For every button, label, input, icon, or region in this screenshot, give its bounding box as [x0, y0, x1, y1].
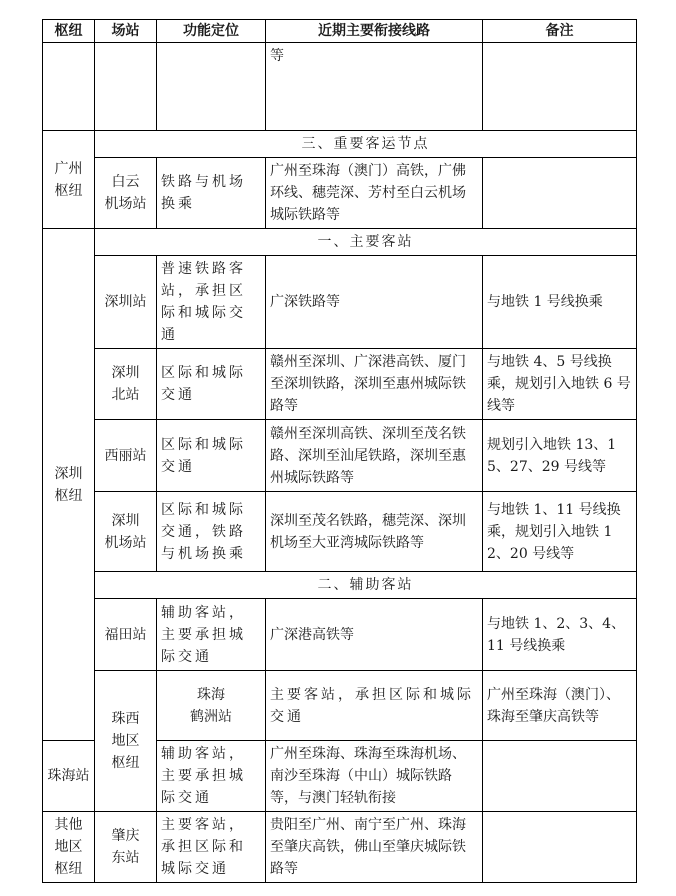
lines-cell: 深圳至茂名铁路，穗莞深、深圳机场至大亚湾城际铁路等: [266, 492, 483, 572]
function-cell: [157, 43, 266, 131]
table-row: [43, 492, 637, 572]
note-cell: 与地铁 1、2、3、4、11 号线换乘: [483, 599, 637, 671]
station-cell: 珠海站: [43, 741, 95, 812]
function-cell: 区际和城际交通: [157, 349, 266, 420]
table-row: [43, 349, 637, 420]
table-row: [43, 131, 637, 158]
lines-cell: 赣州至深圳高铁、深圳至茂名铁路、深圳至汕尾铁路，深圳至惠州城际铁路等: [266, 420, 483, 492]
function-cell: 区际和城际交通，铁路与机场换乘: [157, 492, 266, 572]
table-row: [43, 671, 637, 741]
station-cell: 深圳站: [95, 256, 157, 349]
lines-cell: 等: [266, 43, 483, 131]
station-cell: 珠海 鹤洲站: [157, 671, 266, 741]
table-row: [43, 229, 637, 256]
station-cell: 白云 机场站: [95, 158, 157, 229]
lines-cell: 广深铁路等: [266, 256, 483, 349]
hub-other: 其他 地区 枢纽: [43, 812, 95, 883]
table-row: [43, 572, 637, 599]
function-cell: 主要客站，承担区际和城际交通: [157, 812, 266, 883]
function-cell: 辅助客站，主要承担城际交通: [157, 741, 266, 812]
note-cell: [483, 158, 637, 229]
section-shenzhen-aux: 二、辅助客站: [95, 572, 637, 599]
hub-shenzhen: 深圳 枢纽: [43, 229, 95, 741]
function-cell: 普速铁路客站，承担区际和城际交通: [157, 256, 266, 349]
lines-cell: 赣州至深圳、广深港高铁、厦门至深圳铁路，深圳至惠州城际铁路等: [266, 349, 483, 420]
station-cell: [95, 43, 157, 131]
function-cell: 区际和城际交通: [157, 420, 266, 492]
section-transport-nodes: 三、重要客运节点: [95, 131, 637, 158]
note-cell: 与地铁 4、5 号线换乘，规划引入地铁 6 号线等: [483, 349, 637, 420]
table-row: [43, 599, 637, 671]
hub-guangzhou: 广州 枢纽: [43, 131, 95, 229]
table-row: [43, 420, 637, 492]
header-function: 功能定位: [157, 20, 266, 43]
header-note: 备注: [483, 20, 637, 43]
lines-cell: 广深港高铁等: [266, 599, 483, 671]
function-cell: 主要客站，承担区际和城际交通: [266, 671, 483, 741]
function-cell: 辅助客站，主要承担城际交通: [157, 599, 266, 671]
station-cell: 福田站: [95, 599, 157, 671]
table-row: [43, 256, 637, 349]
table-header-row: [43, 20, 637, 43]
table-row: [43, 158, 637, 229]
note-cell: 规划引入地铁 13、15、27、29 号线等: [483, 420, 637, 492]
header-station: 场站: [95, 20, 157, 43]
hub-zhuxi: 珠西 地区 枢纽: [95, 671, 157, 812]
section-shenzhen-main: 一、主要客站: [95, 229, 637, 256]
note-cell: 与地铁 1 号线换乘: [483, 256, 637, 349]
note-cell: [483, 741, 637, 812]
note-cell: [483, 43, 637, 131]
lines-cell: 广州至珠海（澳门）、珠海至肇庆高铁等: [483, 671, 637, 741]
station-cell: 深圳 机场站: [95, 492, 157, 572]
lines-cell: 广州至珠海（澳门）高铁，广佛环线、穗莞深、芳村至白云机场城际铁路等: [266, 158, 483, 229]
note-cell: [483, 812, 637, 883]
station-cell: 肇庆 东站: [95, 812, 157, 883]
header-hub: 枢纽: [43, 20, 95, 43]
station-table: [42, 19, 637, 883]
station-cell: 西丽站: [95, 420, 157, 492]
hub-cell: [43, 43, 95, 131]
header-lines: 近期主要衔接线路: [266, 20, 483, 43]
station-cell: 深圳 北站: [95, 349, 157, 420]
lines-cell: 贵阳至广州、南宁至广州、珠海至肇庆高铁，佛山至肇庆城际铁路等: [266, 812, 483, 883]
note-cell: 与地铁 1、11 号线换乘，规划引入地铁 12、20 号线等: [483, 492, 637, 572]
function-cell: 铁路与机场换乘: [157, 158, 266, 229]
table-row: [43, 43, 637, 131]
lines-cell: 广州至珠海、珠海至珠海机场、南沙至珠海（中山）城际铁路等，与澳门轻轨衔接: [266, 741, 483, 812]
table-row: [43, 812, 637, 883]
